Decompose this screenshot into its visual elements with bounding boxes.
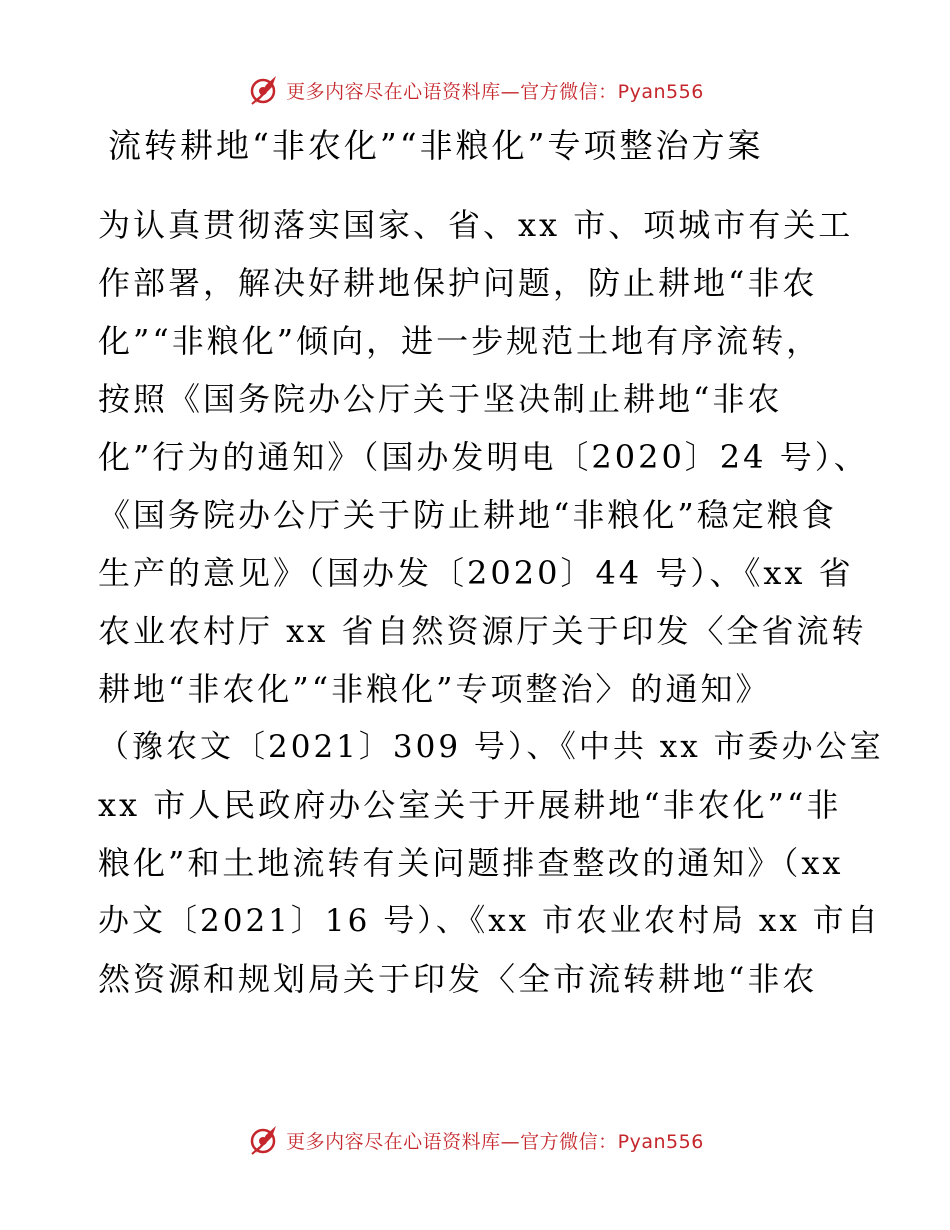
body-line: 化”行为的通知》（国办发明电〔2020〕24 号）、 bbox=[98, 438, 869, 476]
body-line: xx 市人民政府办公室关于开展耕地“非农化”“非 bbox=[98, 786, 842, 824]
body-line: 然资源和规划局关于印发〈全市流转耕地“非农 bbox=[98, 960, 818, 998]
body-line: 按照《国务院办公厅关于坚决制止耕地“非农 bbox=[98, 380, 783, 418]
footer-watermark-banner bbox=[0, 1120, 950, 1160]
header-watermark-banner bbox=[0, 70, 950, 110]
body-line: 农业农村厅 xx 省自然资源厅关于印发〈全省流转 bbox=[98, 612, 867, 650]
body-line: 《国务院办公厅关于防止耕地“非粮化”稳定粮食 bbox=[98, 496, 837, 534]
body-line: 化”“非粮化”倾向，进一步规范土地有序流转， bbox=[98, 322, 822, 360]
body-line: 办文〔2021〕16 号）、《xx 市农业农村局 xx 市自 bbox=[98, 903, 881, 939]
quill-logo-icon bbox=[246, 1123, 280, 1157]
body-line: 作部署，解决好耕地保护问题，防止耕地“非农 bbox=[98, 264, 818, 302]
footer-watermark-text: 更多内容尽在心语资料库—官方微信：Pyan556 bbox=[286, 1130, 704, 1153]
document-title: 流转耕地“非农化”“非粮化”专项整治方案 bbox=[108, 126, 764, 165]
body-line: 耕地“非农化”“非粮化”专项整治〉的通知》 bbox=[98, 670, 771, 708]
body-line: 生产的意见》（国办发〔2020〕44 号）、《xx 省 bbox=[98, 554, 854, 592]
body-line: （豫农文〔2021〕309 号）、《中共 xx 市委办公室 bbox=[98, 729, 884, 765]
body-line: 为认真贯彻落实国家、省、xx 市、项城市有关工 bbox=[98, 206, 854, 244]
header-watermark-text: 更多内容尽在心语资料库—官方微信：Pyan556 bbox=[286, 80, 704, 103]
document-body bbox=[98, 196, 888, 1008]
body-line: 粮化”和土地流转有关问题排查整改的通知》（xx bbox=[98, 844, 844, 882]
quill-logo-icon bbox=[246, 73, 280, 107]
